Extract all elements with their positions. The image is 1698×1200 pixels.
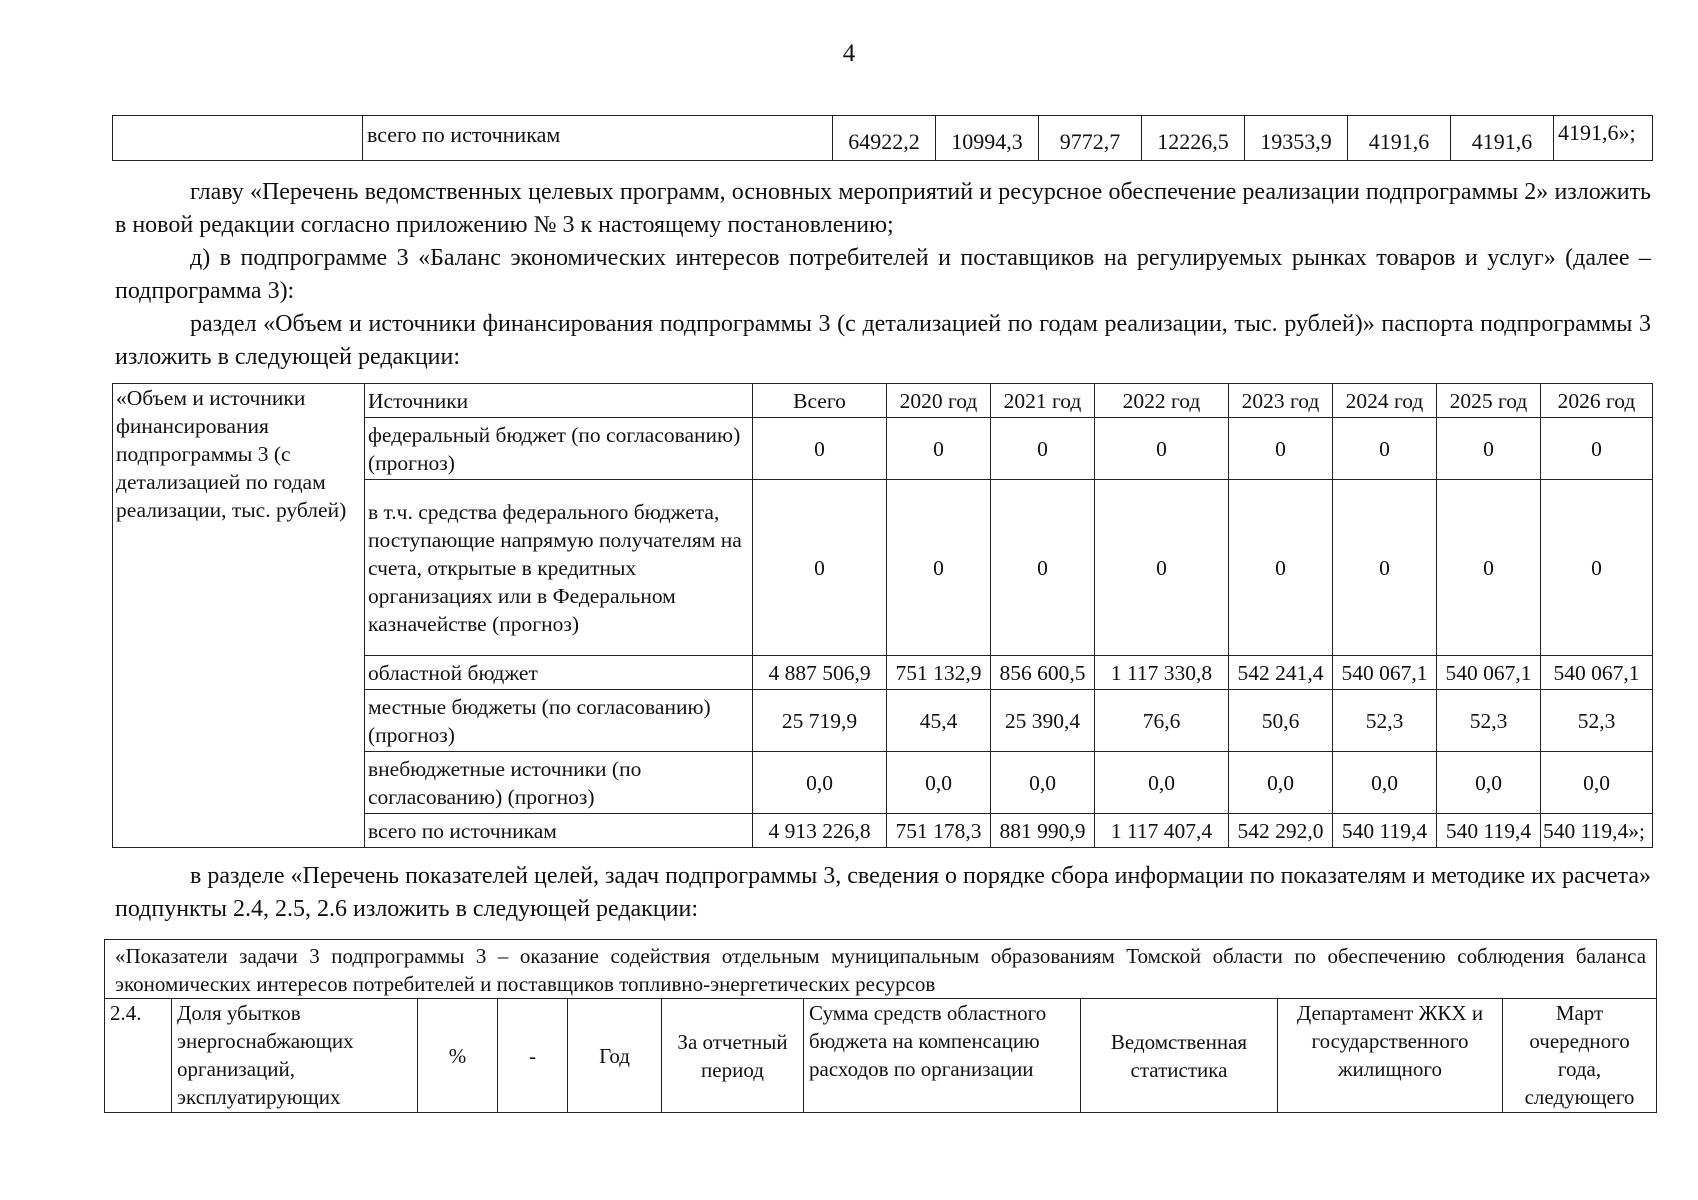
table-header-row bbox=[105, 940, 1657, 999]
value-cell: 0 bbox=[1229, 480, 1333, 656]
value-cell: 0,0 bbox=[1333, 752, 1437, 814]
value-cell: 0 bbox=[1095, 418, 1229, 480]
column-header: Источники bbox=[365, 384, 753, 418]
column-header: 2022 год bbox=[1095, 384, 1229, 418]
indicator-name: Доля убытков энергоснабжающих организаций, эксплуатирующих bbox=[172, 999, 418, 1113]
value-cell: 540 067,1 bbox=[1333, 656, 1437, 690]
value-cell: 64922,2 bbox=[833, 116, 936, 161]
source-cell: областной бюджет bbox=[365, 656, 753, 690]
value-cell: 0 bbox=[887, 418, 991, 480]
value-cell: 0,0 bbox=[1229, 752, 1333, 814]
column-header: 2026 год bbox=[1541, 384, 1653, 418]
value-cell: 0,0 bbox=[1541, 752, 1653, 814]
value-cell: 0 bbox=[1541, 418, 1653, 480]
value-cell: 0 bbox=[1333, 418, 1437, 480]
value-cell: 0 bbox=[753, 418, 887, 480]
page-number: 4 bbox=[842, 40, 856, 67]
value-cell: 4191,6 bbox=[1348, 116, 1451, 161]
value-cell: 0 bbox=[1229, 418, 1333, 480]
table-header-row bbox=[113, 384, 1653, 418]
row-label: «Объем и источники финансирования подпрограммы 3 (с детализацией по годам реализации, тыс. рублей) bbox=[113, 384, 365, 848]
value-cell: 25 719,9 bbox=[753, 690, 887, 752]
value-cell: 0,0 bbox=[1095, 752, 1229, 814]
source-cell: всего по источникам bbox=[365, 814, 753, 848]
source-cell: внебюджетные источники (по согласованию) (прогноз) bbox=[365, 752, 753, 814]
value-cell: 0,0 bbox=[887, 752, 991, 814]
paragraph-section: раздел «Объем и источники финансирования подпрограммы 3 (с детализацией по годам реализации, тыс. рублей)» паспорта подпрограммы 3 изложить в следующей редакции: bbox=[115, 311, 1651, 370]
column-header: 2023 год bbox=[1229, 384, 1333, 418]
value-cell: 751 178,3 bbox=[887, 814, 991, 848]
formula-cell: Сумма средств областного бюджета на компенсацию расходов по организации bbox=[804, 999, 1081, 1113]
value-cell: 12226,5 bbox=[1142, 116, 1245, 161]
value-cell: 19353,9 bbox=[1245, 116, 1348, 161]
row-number: 2.4. bbox=[105, 999, 172, 1113]
value-cell: 0 bbox=[1437, 480, 1541, 656]
empty-cell bbox=[113, 116, 363, 161]
value-cell: 52,3 bbox=[1541, 690, 1653, 752]
column-header: 2020 год bbox=[887, 384, 991, 418]
column-header: Всего bbox=[753, 384, 887, 418]
value-cell: 76,6 bbox=[1095, 690, 1229, 752]
indicators-table bbox=[104, 939, 1657, 1113]
value-cell: 4191,6 bbox=[1451, 116, 1554, 161]
value-cell: 4 887 506,9 bbox=[753, 656, 887, 690]
top-total-table bbox=[112, 115, 1653, 161]
finance-table bbox=[112, 383, 1653, 848]
value-cell: 542 292,0 bbox=[1229, 814, 1333, 848]
value-cell: 0 bbox=[991, 418, 1095, 480]
column-header: 2024 год bbox=[1333, 384, 1437, 418]
source-cell: местные бюджеты (по согласованию) (прогноз) bbox=[365, 690, 753, 752]
value-cell: 0 bbox=[887, 480, 991, 656]
value-cell: 540 067,1 bbox=[1437, 656, 1541, 690]
value-cell: 540 067,1 bbox=[1541, 656, 1653, 690]
value-cell: 0,0 bbox=[991, 752, 1095, 814]
value-cell: 52,3 bbox=[1333, 690, 1437, 752]
value-cell: 0 bbox=[991, 480, 1095, 656]
value-cell: 540 119,4»; bbox=[1541, 814, 1653, 848]
period-cell: Год bbox=[568, 999, 662, 1113]
source-cell: в т.ч. средства федерального бюджета, поступающие напрямую получателям на счета, открытые в кредитных организациях или в Федеральном казначействе (прогноз) bbox=[365, 480, 753, 656]
value-cell: 881 990,9 bbox=[991, 814, 1095, 848]
paragraph-chapter: главу «Перечень ведомственных целевых программ, основных мероприятий и ресурсное обеспечение реализации подпрограммы 2» изложить в новой редакции согласно приложению № 3 к настоящему постановлению; bbox=[115, 179, 1651, 238]
deadline-cell: Март очередного года, следующего bbox=[1503, 999, 1657, 1113]
value-cell: 25 390,4 bbox=[991, 690, 1095, 752]
source-cell: федеральный бюджет (по согласованию) (прогноз) bbox=[365, 418, 753, 480]
value-cell: 52,3 bbox=[1437, 690, 1541, 752]
value-cell: 542 241,4 bbox=[1229, 656, 1333, 690]
value-cell: 0 bbox=[1095, 480, 1229, 656]
table-row bbox=[105, 999, 1657, 1113]
value-cell: 50,6 bbox=[1229, 690, 1333, 752]
unit-cell: % bbox=[418, 999, 498, 1113]
column-header: 2021 год bbox=[991, 384, 1095, 418]
value-cell: 0 bbox=[753, 480, 887, 656]
column-header: 2025 год bbox=[1437, 384, 1541, 418]
value-cell: 0,0 bbox=[753, 752, 887, 814]
paragraph-indicators: в разделе «Перечень показателей целей, задач подпрограммы 3, сведения о порядке сбора информации по показателям и методике их расчета» подпункты 2.4, 2.5, 2.6 изложить в следующей редакции: bbox=[115, 863, 1651, 922]
value-cell: 9772,7 bbox=[1039, 116, 1142, 161]
value-cell: 0 bbox=[1333, 480, 1437, 656]
source-cell: Ведомственная статистика bbox=[1081, 999, 1278, 1113]
indicators-header: «Показатели задачи 3 подпрограммы 3 – оказание содействия отдельным муниципальным образованиям Томской области по обеспечению соблюдения баланса экономических интересов потребителей и поставщиков топливно-энергетических ресурсов bbox=[105, 940, 1657, 999]
value-cell: 751 132,9 bbox=[887, 656, 991, 690]
value-cell: 0 bbox=[1541, 480, 1653, 656]
reporting-cell: За отчетный период bbox=[662, 999, 804, 1113]
responsible-cell: Департамент ЖКХ и государственного жилищного bbox=[1278, 999, 1503, 1113]
table-row bbox=[113, 116, 1653, 161]
value-cell: 0,0 bbox=[1437, 752, 1541, 814]
value-cell: 0 bbox=[1437, 418, 1541, 480]
value-cell: 1 117 407,4 bbox=[1095, 814, 1229, 848]
dash-cell: - bbox=[498, 999, 568, 1113]
value-cell: 10994,3 bbox=[936, 116, 1039, 161]
value-cell: 4191,6»; bbox=[1554, 116, 1653, 161]
value-cell: 856 600,5 bbox=[991, 656, 1095, 690]
value-cell: 540 119,4 bbox=[1333, 814, 1437, 848]
paragraph-subprogram: д) в подпрограмме 3 «Баланс экономических интересов потребителей и поставщиков на регулируемых рынках товаров и услуг» (далее – подпрограмма 3): bbox=[115, 245, 1651, 304]
value-cell: 45,4 bbox=[887, 690, 991, 752]
value-cell: 1 117 330,8 bbox=[1095, 656, 1229, 690]
value-cell: 4 913 226,8 bbox=[753, 814, 887, 848]
value-cell: 540 119,4 bbox=[1437, 814, 1541, 848]
row-label: всего по источникам bbox=[363, 116, 833, 161]
